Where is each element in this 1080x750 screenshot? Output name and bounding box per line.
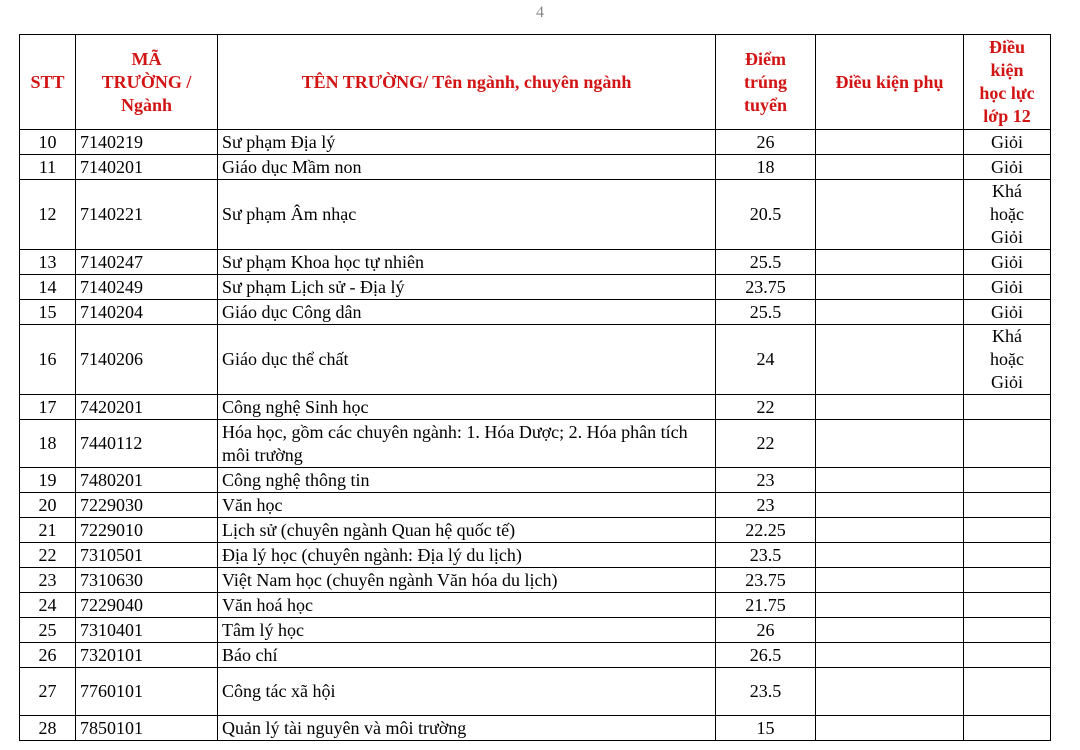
row-score: 24	[716, 325, 816, 395]
row-code: 7140249	[76, 275, 218, 300]
header-academic-line-4: lớp 12	[983, 106, 1031, 126]
header-academic-line-2: kiện	[990, 60, 1024, 80]
table-row	[20, 643, 1051, 668]
row-extra	[816, 155, 964, 180]
table-row	[20, 420, 1051, 468]
row-score: 23.5	[716, 543, 816, 568]
table-row	[20, 300, 1051, 325]
row-code: 7140201	[76, 155, 218, 180]
row-code: 7310401	[76, 618, 218, 643]
table-header-row	[20, 35, 1051, 130]
row-name: Báo chí	[218, 643, 716, 668]
academic-condition-line: Khá	[992, 181, 1022, 201]
row-code: 7140247	[76, 250, 218, 275]
row-academic-condition	[964, 493, 1051, 518]
row-extra	[816, 420, 964, 468]
row-name: Công tác xã hội	[218, 668, 716, 716]
row-extra	[816, 130, 964, 155]
row-name: Sư phạm Khoa học tự nhiên	[218, 250, 716, 275]
row-score: 23.5	[716, 668, 816, 716]
row-extra	[816, 395, 964, 420]
table-row	[20, 716, 1051, 741]
table-row	[20, 155, 1051, 180]
row-stt: 22	[20, 543, 76, 568]
row-code: 7229010	[76, 518, 218, 543]
row-extra	[816, 275, 964, 300]
row-stt: 17	[20, 395, 76, 420]
row-academic-condition	[964, 543, 1051, 568]
row-academic-condition	[964, 155, 1051, 180]
academic-condition-line: Khá	[992, 326, 1022, 346]
row-academic-condition	[964, 716, 1051, 741]
row-extra	[816, 493, 964, 518]
row-academic-condition	[964, 568, 1051, 593]
header-score-line-2: trúng	[743, 71, 787, 92]
table-row	[20, 593, 1051, 618]
row-score: 23.75	[716, 275, 816, 300]
row-extra	[816, 668, 964, 716]
row-code: 7229030	[76, 493, 218, 518]
row-academic-condition	[964, 250, 1051, 275]
row-stt: 12	[20, 180, 76, 250]
row-stt: 13	[20, 250, 76, 275]
row-code: 7760101	[76, 668, 218, 716]
row-name: Sư phạm Lịch sử - Địa lý	[218, 275, 716, 300]
row-score: 22	[716, 420, 816, 468]
header-academic-line-3: học lực	[979, 83, 1035, 103]
row-code: 7320101	[76, 643, 218, 668]
row-name: Địa lý học (chuyên ngành: Địa lý du lịch)	[218, 543, 716, 568]
header-stt: STT	[20, 35, 76, 130]
row-stt: 20	[20, 493, 76, 518]
row-stt: 28	[20, 716, 76, 741]
academic-condition-line: Giỏi	[990, 372, 1023, 392]
table-row	[20, 668, 1051, 716]
table-row	[20, 518, 1051, 543]
row-academic-condition	[964, 593, 1051, 618]
row-name: Văn học	[218, 493, 716, 518]
row-code: 7420201	[76, 395, 218, 420]
row-score: 23.75	[716, 568, 816, 593]
academic-condition-line: Giỏi	[990, 276, 1023, 297]
row-academic-condition	[964, 275, 1051, 300]
page-number: 4	[536, 4, 544, 21]
row-stt: 24	[20, 593, 76, 618]
row-name: Tâm lý học	[218, 618, 716, 643]
row-code: 7140219	[76, 130, 218, 155]
row-extra	[816, 716, 964, 741]
row-academic-condition	[964, 325, 1051, 395]
row-academic-condition	[964, 518, 1051, 543]
table-row	[20, 180, 1051, 250]
header-code	[76, 35, 218, 130]
row-name: Việt Nam học (chuyên ngành Văn hóa du lịch)	[218, 568, 716, 593]
header-academic-line-1: Điều	[989, 37, 1025, 57]
academic-condition-line: hoặc	[990, 349, 1024, 369]
row-name: Sư phạm Âm nhạc	[218, 180, 716, 250]
header-academic	[964, 35, 1051, 130]
row-stt: 10	[20, 130, 76, 155]
row-score: 23	[716, 493, 816, 518]
table-row	[20, 275, 1051, 300]
row-name: Quản lý tài nguyên và môi trường	[218, 716, 716, 741]
row-academic-condition	[964, 618, 1051, 643]
row-name: Giáo dục Công dân	[218, 300, 716, 325]
row-academic-condition	[964, 420, 1051, 468]
row-extra	[816, 325, 964, 395]
header-name: TÊN TRƯỜNG/ Tên ngành, chuyên ngành	[218, 35, 716, 130]
row-score: 26	[716, 618, 816, 643]
row-academic-condition	[964, 180, 1051, 250]
row-extra	[816, 518, 964, 543]
row-stt: 25	[20, 618, 76, 643]
row-name: Giáo dục thể chất	[218, 325, 716, 395]
row-academic-condition	[964, 300, 1051, 325]
row-name: Công nghệ thông tin	[218, 468, 716, 493]
header-code-line-1: MÃ	[131, 48, 162, 69]
academic-condition-line: Giỏi	[990, 301, 1023, 322]
academic-condition-line: hoặc	[990, 204, 1024, 224]
row-academic-condition	[964, 468, 1051, 493]
row-extra	[816, 568, 964, 593]
academic-condition-line: Giỏi	[990, 131, 1023, 152]
table-row	[20, 468, 1051, 493]
table-row	[20, 250, 1051, 275]
row-code: 7440112	[76, 420, 218, 468]
row-extra	[816, 643, 964, 668]
row-academic-condition	[964, 668, 1051, 716]
row-name: Hóa học, gồm các chuyên ngành: 1. Hóa Dược; 2. Hóa phân tích môi trường	[218, 420, 716, 468]
academic-condition-line: Giỏi	[990, 227, 1023, 247]
row-name: Văn hoá học	[218, 593, 716, 618]
row-score: 25.5	[716, 250, 816, 275]
header-extra: Điều kiện phụ	[816, 35, 964, 130]
table-row	[20, 130, 1051, 155]
row-code: 7310501	[76, 543, 218, 568]
row-score: 20.5	[716, 180, 816, 250]
row-extra	[816, 618, 964, 643]
row-code: 7480201	[76, 468, 218, 493]
row-stt: 19	[20, 468, 76, 493]
row-score: 18	[716, 155, 816, 180]
row-code: 7140204	[76, 300, 218, 325]
row-code: 7229040	[76, 593, 218, 618]
table-row	[20, 618, 1051, 643]
row-stt: 27	[20, 668, 76, 716]
row-code: 7140221	[76, 180, 218, 250]
academic-condition-line: Giỏi	[990, 251, 1023, 272]
row-academic-condition	[964, 643, 1051, 668]
row-stt: 18	[20, 420, 76, 468]
table-row	[20, 325, 1051, 395]
header-code-line-2: TRƯỜNG /	[101, 71, 192, 92]
row-score: 23	[716, 468, 816, 493]
row-stt: 11	[20, 155, 76, 180]
header-code-line-3: Ngành	[120, 94, 173, 115]
row-extra	[816, 180, 964, 250]
table-row	[20, 395, 1051, 420]
row-extra	[816, 250, 964, 275]
academic-condition-line: Giỏi	[990, 156, 1023, 177]
row-code: 7140206	[76, 325, 218, 395]
row-stt: 21	[20, 518, 76, 543]
row-score: 15	[716, 716, 816, 741]
row-score: 22	[716, 395, 816, 420]
row-name: Giáo dục Mầm non	[218, 155, 716, 180]
row-name: Lịch sử (chuyên ngành Quan hệ quốc tế)	[218, 518, 716, 543]
row-code: 7850101	[76, 716, 218, 741]
admission-scores-table	[19, 34, 1051, 741]
header-score	[716, 35, 816, 130]
row-code: 7310630	[76, 568, 218, 593]
row-stt: 14	[20, 275, 76, 300]
row-academic-condition	[964, 395, 1051, 420]
row-academic-condition	[964, 130, 1051, 155]
row-extra	[816, 300, 964, 325]
table-row	[20, 493, 1051, 518]
table-row	[20, 568, 1051, 593]
row-extra	[816, 543, 964, 568]
table-row	[20, 543, 1051, 568]
row-name: Sư phạm Địa lý	[218, 130, 716, 155]
header-score-line-1: Điểm	[745, 48, 786, 69]
row-score: 25.5	[716, 300, 816, 325]
row-stt: 26	[20, 643, 76, 668]
row-extra	[816, 593, 964, 618]
row-stt: 23	[20, 568, 76, 593]
row-extra	[816, 468, 964, 493]
row-score: 26.5	[716, 643, 816, 668]
row-stt: 15	[20, 300, 76, 325]
row-name: Công nghệ Sinh học	[218, 395, 716, 420]
table-body	[20, 130, 1051, 741]
row-score: 22.25	[716, 518, 816, 543]
row-score: 21.75	[716, 593, 816, 618]
row-score: 26	[716, 130, 816, 155]
row-stt: 16	[20, 325, 76, 395]
header-score-line-3: tuyển	[743, 94, 787, 115]
